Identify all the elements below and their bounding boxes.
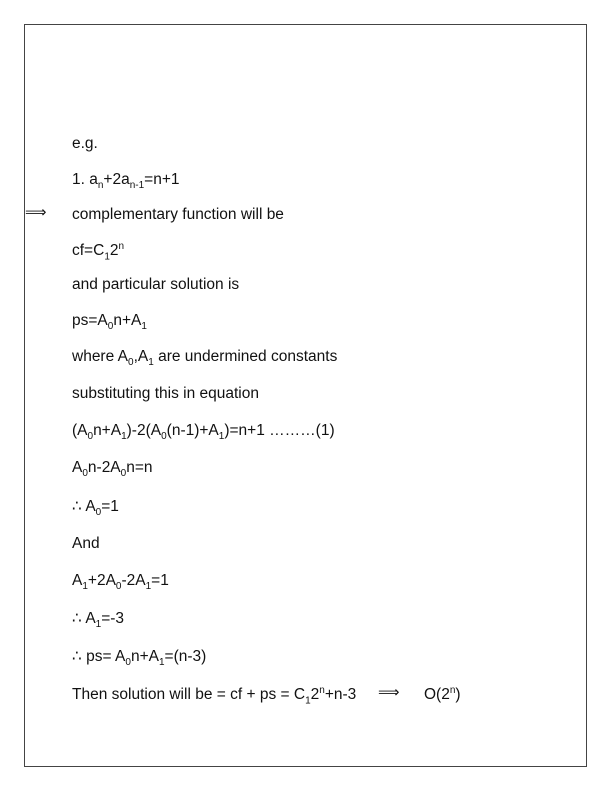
a1-equation: $A_1+2A_0-2A_1=1$ — [72, 572, 169, 593]
reduced-equation: $A_0n-2A_0n=n$ — [72, 459, 153, 480]
ps-result: ∴ $ps= A_0n+A_1=(n-3)$ — [72, 648, 207, 669]
equation-1: $(A_0n+A_1)-2(A_0(n-1)+A_1)=n+1$ ………(1) — [72, 422, 335, 443]
implies-arrow-icon: ⟹ — [25, 204, 47, 221]
a0-result: ∴ $A_0=1$ — [72, 498, 119, 519]
and-line: And — [72, 535, 100, 552]
big-o-result: O(2$^n$) — [424, 685, 461, 704]
implies-arrow-icon: ⟹ — [378, 684, 400, 701]
example-1: 1. $a_n+2a_{n-1}=n+1$ — [72, 171, 180, 192]
particular-line: and particular solution is — [72, 276, 240, 293]
complementary-line: complementary function will be — [72, 206, 284, 223]
a1-result: ∴ $A_1=-3$ — [72, 610, 125, 631]
ps-line: $ps=A_0n+A_1$ — [72, 312, 147, 333]
eg-label: e.g. — [72, 135, 98, 152]
where-line: where $A_0,A_1$ are undermined constants — [72, 348, 338, 369]
final-solution: Then solution will be = cf + ps = $C_12^n+n-3$ — [72, 685, 357, 707]
cf-line: $cf=C_12^n$ — [72, 241, 125, 263]
substituting-line: substituting this in equation — [72, 385, 259, 402]
